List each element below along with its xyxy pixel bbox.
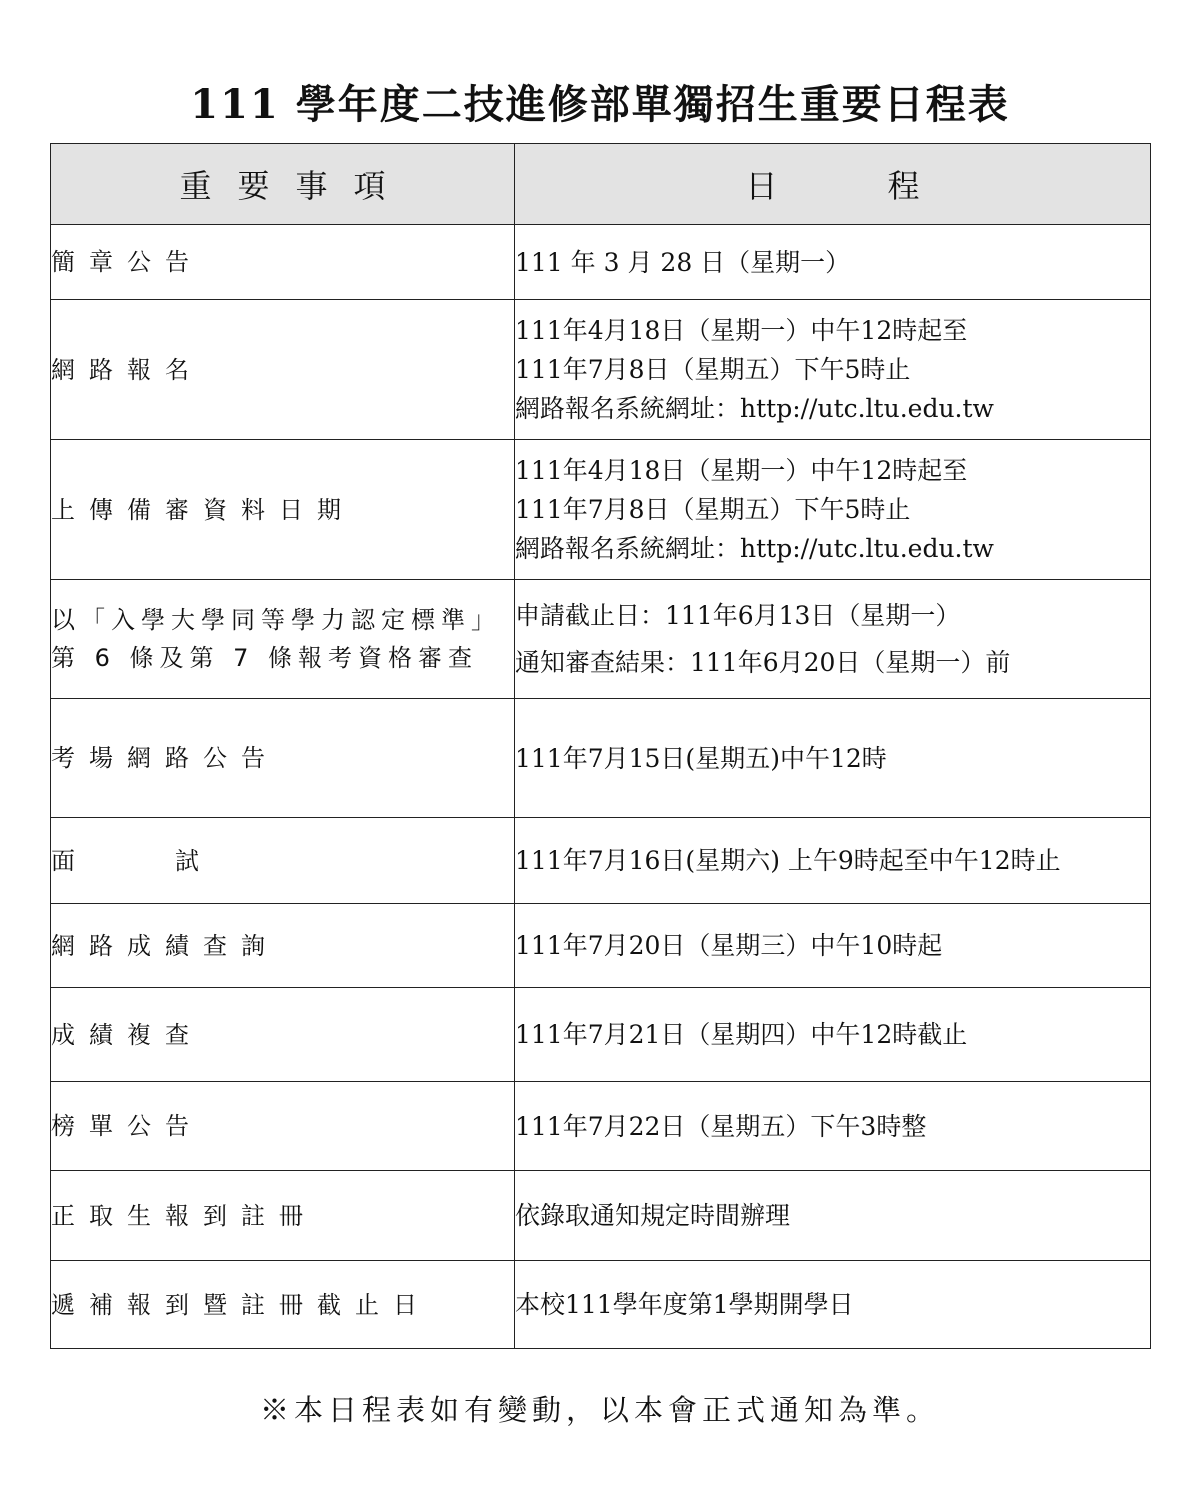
- row-date: 111年7月16日(星期六) 上午9時起至中午12時止: [515, 818, 1151, 904]
- table-header-row: [51, 144, 1151, 225]
- row-date: 111年7月20日（星期三）中午10時起: [515, 904, 1151, 988]
- table-row: [51, 904, 1151, 988]
- row-item: 上傳備審資料日期: [51, 440, 515, 580]
- row-date: 申請截止日：111年6月13日（星期一） 通知審查結果：111年6月20日（星期一）前: [515, 580, 1151, 699]
- row-date: 111年7月15日(星期五)中午12時: [515, 699, 1151, 818]
- schedule-table: [50, 143, 1151, 1349]
- table-row: [51, 1082, 1151, 1171]
- row-item: 以「入學大學同等學力認定標準」 第 6 條及第 7 條報考資格審查: [51, 580, 515, 699]
- row-date: 111年4月18日（星期一）中午12時起至 111年7月8日（星期五）下午5時止 網路報名系統網址：http://utc.ltu.edu.tw: [515, 440, 1151, 580]
- header-important-items: 重要事項: [51, 144, 515, 225]
- table-row: [51, 440, 1151, 580]
- row-item: 網路報名: [51, 300, 515, 440]
- table-row: [51, 1261, 1151, 1349]
- row-item: 網路成績查詢: [51, 904, 515, 988]
- row-item: 簡章公告: [51, 225, 515, 300]
- footnote: ※本日程表如有變動，以本會正式通知為準。: [259, 1393, 940, 1427]
- row-date: 111年7月22日（星期五）下午3時整: [515, 1082, 1151, 1171]
- page-title: 111 學年度二技進修部單獨招生重要日程表: [190, 81, 1010, 128]
- table-row: [51, 300, 1151, 440]
- row-date: 111 年 3 月 28 日（星期一）: [515, 225, 1151, 300]
- row-item: 遞補報到暨註冊截止日: [51, 1261, 515, 1349]
- row-date: 本校111學年度第1學期開學日: [515, 1261, 1151, 1349]
- table-row: [51, 699, 1151, 818]
- table-row: [51, 988, 1151, 1082]
- row-item: 榜單公告: [51, 1082, 515, 1171]
- table-row: [51, 225, 1151, 300]
- row-item: 成績複查: [51, 988, 515, 1082]
- row-item: 面 試: [51, 818, 515, 904]
- row-date: 111年4月18日（星期一）中午12時起至 111年7月8日（星期五）下午5時止 網路報名系統網址：http://utc.ltu.edu.tw: [515, 300, 1151, 440]
- table-row: [51, 1171, 1151, 1261]
- row-date: 111年7月21日（星期四）中午12時截止: [515, 988, 1151, 1082]
- table-row: [51, 580, 1151, 699]
- row-item: 正取生報到註冊: [51, 1171, 515, 1261]
- row-item: 考場網路公告: [51, 699, 515, 818]
- row-date: 依錄取通知規定時間辦理: [515, 1171, 1151, 1261]
- header-schedule: 日 程: [515, 144, 1151, 225]
- table-row: [51, 818, 1151, 904]
